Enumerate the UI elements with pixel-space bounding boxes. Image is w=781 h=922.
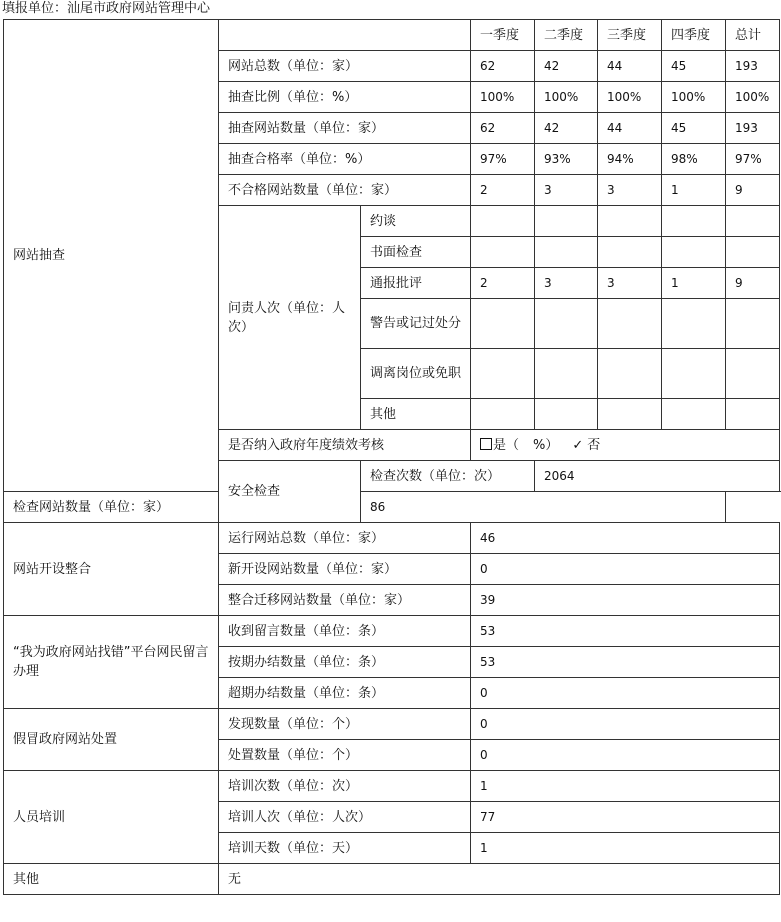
row-label: 警告或记过处分 — [361, 299, 471, 349]
value-cell — [471, 206, 535, 237]
value-cell: 100% — [535, 82, 598, 113]
value-cell — [726, 206, 780, 237]
value-cell — [535, 206, 598, 237]
value-cell — [598, 399, 662, 430]
yes-text: 是（ — [493, 437, 520, 453]
value-cell: 2 — [471, 268, 535, 299]
category-cell: 其他 — [4, 864, 219, 895]
value-cell — [726, 399, 780, 430]
row-label: 发现数量（单位：个） — [219, 709, 471, 740]
row-label: 培训天数（单位：天） — [219, 833, 471, 864]
value-cell — [471, 299, 535, 349]
value-cell — [598, 206, 662, 237]
value-cell: 1 — [662, 268, 726, 299]
check-mark-icon: ✓ — [572, 437, 584, 453]
value-cell — [598, 237, 662, 268]
value-cell: 42 — [535, 51, 598, 82]
value-cell — [535, 349, 598, 399]
accountability-label: 问责人次（单位：人次） — [219, 206, 361, 430]
value-cell: 100% — [598, 82, 662, 113]
value-cell — [471, 237, 535, 268]
row-label: 抽查比例（单位：%） — [219, 82, 471, 113]
header-blank-cell — [219, 20, 471, 51]
quarter-header: 一季度 — [471, 20, 535, 51]
table-row — [4, 864, 780, 895]
value-cell — [662, 349, 726, 399]
category-cell: “我为政府网站找错”平台网民留言办理 — [4, 616, 219, 709]
row-label: 不合格网站数量（单位：家） — [219, 175, 471, 206]
quarter-header: 二季度 — [535, 20, 598, 51]
row-label: 通报批评 — [361, 268, 471, 299]
value-cell: 3 — [598, 175, 662, 206]
value-cell — [662, 237, 726, 268]
category-cell: 网站开设整合 — [4, 523, 219, 616]
row-label: 处置数量（单位：个） — [219, 740, 471, 771]
performance-choice — [471, 430, 780, 461]
value-cell: 94% — [598, 144, 662, 175]
value-cell: 100% — [726, 82, 780, 113]
row-label: 约谈 — [361, 206, 471, 237]
row-label: 其他 — [361, 399, 471, 430]
pct-text: %） — [533, 437, 559, 453]
reporting-unit-label: 填报单位：汕尾市政府网站管理中心 — [2, 1, 211, 16]
no-text: 否 — [587, 437, 601, 453]
row-label: 培训次数（单位：次） — [219, 771, 471, 802]
value-cell — [662, 299, 726, 349]
category-cell: 假冒政府网站处置 — [4, 709, 219, 771]
quarter-header: 三季度 — [598, 20, 662, 51]
row-label: 检查网站数量（单位：家） — [4, 492, 361, 523]
value-cell: 9 — [726, 175, 780, 206]
row-label: 抽查合格率（单位：%） — [219, 144, 471, 175]
row-label: 调离岗位或免职 — [361, 349, 471, 399]
row-label: 超期办结数量（单位：条） — [219, 678, 471, 709]
quarter-header: 总计 — [726, 20, 780, 51]
value-cell: 53 — [471, 647, 780, 678]
value-cell: 98% — [662, 144, 726, 175]
value-cell: 86 — [361, 492, 726, 523]
value-cell — [598, 299, 662, 349]
value-cell — [598, 349, 662, 399]
value-cell: 46 — [471, 523, 780, 554]
value-cell — [535, 399, 598, 430]
row-label: 收到留言数量（单位：条） — [219, 616, 471, 647]
value-cell — [662, 206, 726, 237]
value-cell: 62 — [471, 113, 535, 144]
row-label: 新开设网站数量（单位：家） — [219, 554, 471, 585]
value-cell: 77 — [471, 802, 780, 833]
value-cell: 53 — [471, 616, 780, 647]
value-cell: 100% — [662, 82, 726, 113]
value-cell — [471, 349, 535, 399]
row-label: 是否纳入政府年度绩效考核 — [219, 430, 471, 461]
value-cell — [726, 237, 780, 268]
quarter-header: 四季度 — [662, 20, 726, 51]
value-cell: 97% — [726, 144, 780, 175]
yes-checkbox[interactable] — [480, 438, 492, 450]
value-cell — [535, 299, 598, 349]
category-cell: 网站抽查 — [4, 20, 219, 492]
value-cell: 1 — [662, 175, 726, 206]
table-row — [4, 616, 780, 647]
value-cell: 44 — [598, 113, 662, 144]
value-cell: 45 — [662, 113, 726, 144]
website-inspection-table — [3, 19, 780, 895]
value-cell — [662, 399, 726, 430]
value-cell: 42 — [535, 113, 598, 144]
value-cell — [535, 237, 598, 268]
value-cell — [471, 399, 535, 430]
value-cell — [726, 349, 780, 399]
row-label: 抽查网站数量（单位：家） — [219, 113, 471, 144]
value-cell: 9 — [726, 268, 780, 299]
value-cell: 93% — [535, 144, 598, 175]
row-label: 按期办结数量（单位：条） — [219, 647, 471, 678]
value-cell: 0 — [471, 740, 780, 771]
table-row — [4, 492, 780, 523]
value-cell: 3 — [598, 268, 662, 299]
value-cell: 0 — [471, 678, 780, 709]
value-cell: 39 — [471, 585, 780, 616]
value-cell: 0 — [471, 709, 780, 740]
row-label: 网站总数（单位：家） — [219, 51, 471, 82]
value-cell: 1 — [471, 771, 780, 802]
value-cell: 2 — [471, 175, 535, 206]
value-cell: 3 — [535, 268, 598, 299]
value-cell: 193 — [726, 51, 780, 82]
value-cell: 无 — [219, 864, 780, 895]
value-cell: 44 — [598, 51, 662, 82]
value-cell: 0 — [471, 554, 780, 585]
category-cell: 安全检查 — [219, 461, 361, 523]
value-cell: 193 — [726, 113, 780, 144]
table-header-row — [4, 20, 780, 51]
row-label: 培训人次（单位：人次） — [219, 802, 471, 833]
value-cell: 100% — [471, 82, 535, 113]
value-cell: 62 — [471, 51, 535, 82]
table-row — [4, 771, 780, 802]
row-label: 书面检查 — [361, 237, 471, 268]
table-row — [4, 523, 780, 554]
category-cell: 人员培训 — [4, 771, 219, 864]
row-label: 运行网站总数（单位：家） — [219, 523, 471, 554]
table-row — [4, 709, 780, 740]
value-cell: 97% — [471, 144, 535, 175]
row-label: 整合迁移网站数量（单位：家） — [219, 585, 471, 616]
value-cell — [726, 299, 780, 349]
row-label: 检查次数（单位：次） — [361, 461, 535, 492]
value-cell: 3 — [535, 175, 598, 206]
value-cell: 2064 — [535, 461, 780, 492]
value-cell: 45 — [662, 51, 726, 82]
value-cell: 1 — [471, 833, 780, 864]
